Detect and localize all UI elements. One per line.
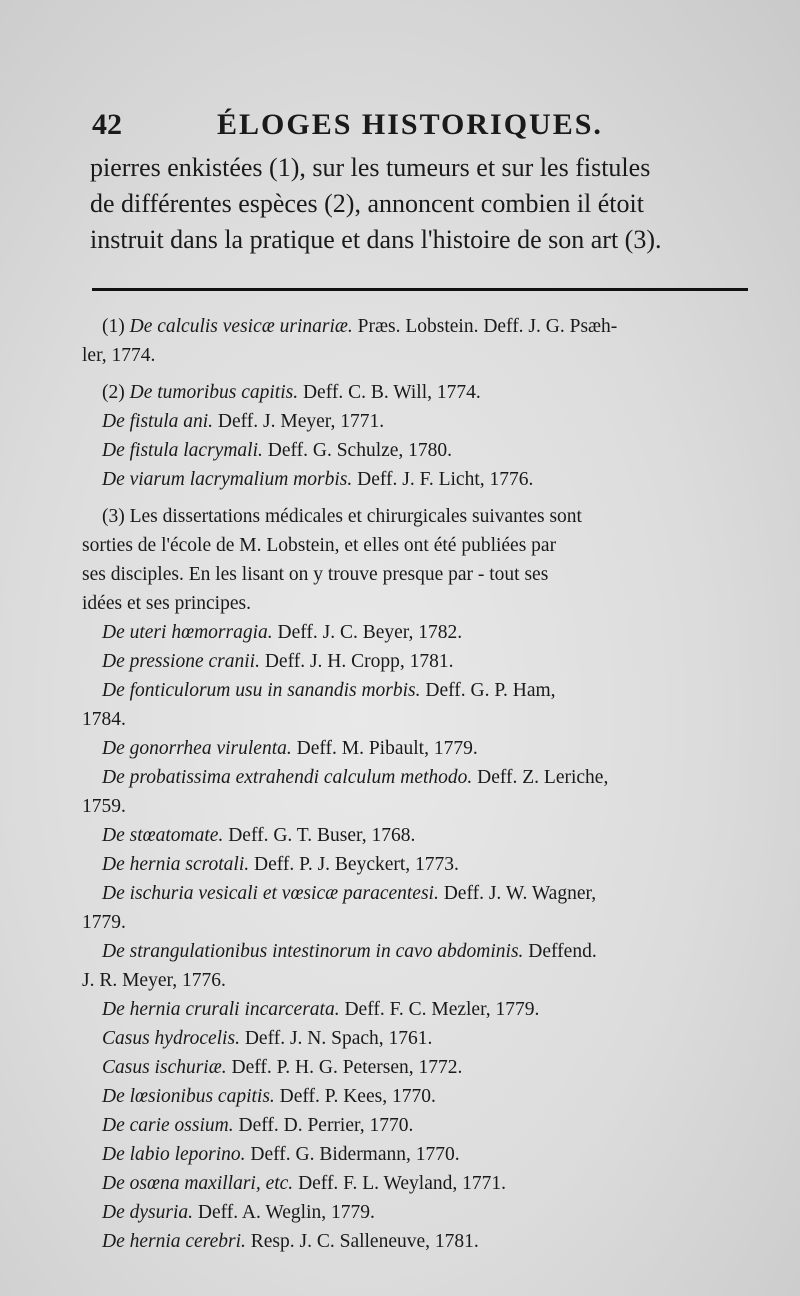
- work-title: De fonticulorum usu in sanandis morbis.: [102, 680, 421, 701]
- work-details: Deff. G. T. Buser, 1768.: [228, 825, 416, 846]
- work-title: Casus hydrocelis.: [102, 1028, 240, 1049]
- dissertation-entry-continued: 1779.: [82, 912, 126, 933]
- work-title: De hernia crurali incarcerata.: [102, 999, 340, 1020]
- page-header: [92, 108, 752, 148]
- work-details: Præs. Lobstein. Deff. J. G. Psæh-: [357, 316, 618, 337]
- dissertation-entry: [82, 937, 747, 966]
- work-title: De calculis vesicæ urinariæ.: [129, 316, 353, 337]
- running-title: ÉLOGES HISTORIQUES.: [217, 108, 603, 141]
- work-details: Deff. F. L. Weyland, 1771.: [298, 1173, 506, 1194]
- dissertation-entry: [82, 1198, 747, 1227]
- dissertation-entry-continued: 1759.: [82, 796, 126, 817]
- footnote-divider: [92, 288, 748, 291]
- body-line: instruit dans la pratique et dans l'histoire de son art (3).: [90, 225, 662, 254]
- work-title: De fistula ani.: [102, 411, 214, 432]
- body-line: de différentes espèces (2), annoncent combien il étoit: [90, 189, 644, 218]
- footnote-2-line: [82, 436, 747, 465]
- work-title: De carie ossium.: [102, 1115, 234, 1136]
- body-line: pierres enkistées (1), sur les tumeurs et sur les fistules: [90, 153, 651, 182]
- footnote-1-line: ler, 1774.: [82, 345, 156, 366]
- work-title: De fistula lacrymali.: [102, 440, 263, 461]
- footnote-3-line: idées et ses principes.: [82, 593, 251, 614]
- work-details: Deff. J. N. Spach, 1761.: [244, 1028, 433, 1049]
- work-title: De stœatomate.: [102, 825, 224, 846]
- dissertation-entry: [82, 821, 747, 850]
- work-details: Deff. J. F. Licht, 1776.: [357, 469, 534, 490]
- work-details: Resp. J. C. Salleneuve, 1781.: [250, 1231, 479, 1252]
- page-number: 42: [92, 108, 122, 141]
- work-details: Deff. Z. Leriche,: [477, 767, 609, 788]
- work-details: Deff. F. C. Mezler, 1779.: [344, 999, 540, 1020]
- footnote-marker: (1): [102, 316, 125, 337]
- footnote-1-line: [82, 312, 747, 341]
- work-details: Deff. G. P. Ham,: [425, 680, 556, 701]
- dissertation-entry: [82, 618, 747, 647]
- work-details: Deff. G. Schulze, 1780.: [267, 440, 453, 461]
- work-title: De gonorrhea virulenta.: [102, 738, 292, 759]
- dissertation-entry: [82, 1053, 747, 1082]
- work-title: De lœsionibus capitis.: [102, 1086, 275, 1107]
- work-title: De hernia cerebri.: [102, 1231, 246, 1252]
- work-details: Deff. D. Perrier, 1770.: [238, 1115, 414, 1136]
- work-title: De dysuria.: [102, 1202, 193, 1223]
- dissertation-entry: [82, 734, 747, 763]
- work-title: De strangulationibus intestinorum in cavo abdominis.: [102, 941, 524, 962]
- dissertation-entry: [82, 1082, 747, 1111]
- work-details: Deff. G. Bidermann, 1770.: [250, 1144, 460, 1165]
- dissertation-entry: [82, 1111, 747, 1140]
- dissertation-entry: [82, 995, 747, 1024]
- footnote-3-line: sorties de l'école de M. Lobstein, et elles ont été publiées par: [82, 535, 557, 556]
- dissertation-entry-continued: J. R. Meyer, 1776.: [82, 970, 226, 991]
- work-details: Deff. P. H. G. Petersen, 1772.: [231, 1057, 463, 1078]
- work-details: Deff. P. J. Beyckert, 1773.: [254, 854, 459, 875]
- work-title: De ischuria vesicali et vœsicæ paracentesi.: [102, 883, 439, 904]
- work-title: De viarum lacrymalium morbis.: [102, 469, 353, 490]
- dissertation-entry: [82, 1169, 747, 1198]
- dissertation-entry: [82, 763, 747, 792]
- footnote-2-line: [82, 465, 747, 494]
- work-details: Deff. J. C. Beyer, 1782.: [277, 622, 463, 643]
- work-title: De labio leporino.: [102, 1144, 246, 1165]
- main-paragraph: [90, 150, 750, 258]
- dissertation-entry: [82, 1024, 747, 1053]
- work-title: De probatissima extrahendi calculum methodo.: [102, 767, 473, 788]
- work-title: De hernia scrotali.: [102, 854, 250, 875]
- dissertation-entry-continued: 1784.: [82, 709, 126, 730]
- work-details: Deffend.: [528, 941, 597, 962]
- work-title: De osœna maxillari, etc.: [102, 1173, 294, 1194]
- footnote-marker: (2): [102, 382, 125, 403]
- work-details: Deff. C. B. Will, 1774.: [302, 382, 481, 403]
- work-details: Deff. J. W. Wagner,: [443, 883, 597, 904]
- work-details: Deff. J. Meyer, 1771.: [217, 411, 385, 432]
- work-title: Casus ischuriæ.: [102, 1057, 227, 1078]
- dissertation-entry: [82, 879, 747, 908]
- footnote-3-line: (3) Les dissertations médicales et chirurgicales suivantes sont: [102, 506, 582, 527]
- work-details: Deff. P. Kees, 1770.: [279, 1086, 436, 1107]
- dissertation-entry: [82, 1140, 747, 1169]
- footnote-2-line: [82, 407, 747, 436]
- dissertation-entry: [82, 676, 747, 705]
- work-title: De tumoribus capitis.: [129, 382, 299, 403]
- footnote-2-line: [82, 378, 747, 407]
- dissertation-entry: [82, 850, 747, 879]
- work-details: Deff. J. H. Cropp, 1781.: [264, 651, 454, 672]
- work-details: Deff. M. Pibault, 1779.: [296, 738, 478, 759]
- footnote-3-line: ses disciples. En les lisant on y trouve presque par - tout ses: [82, 564, 549, 585]
- work-title: De pressione cranii.: [102, 651, 260, 672]
- work-details: Deff. A. Weglin, 1779.: [197, 1202, 375, 1223]
- work-title: De uteri hœmorragia.: [102, 622, 273, 643]
- dissertation-entry: [82, 1227, 747, 1256]
- dissertation-entry: [82, 647, 747, 676]
- footnotes: [82, 312, 747, 1256]
